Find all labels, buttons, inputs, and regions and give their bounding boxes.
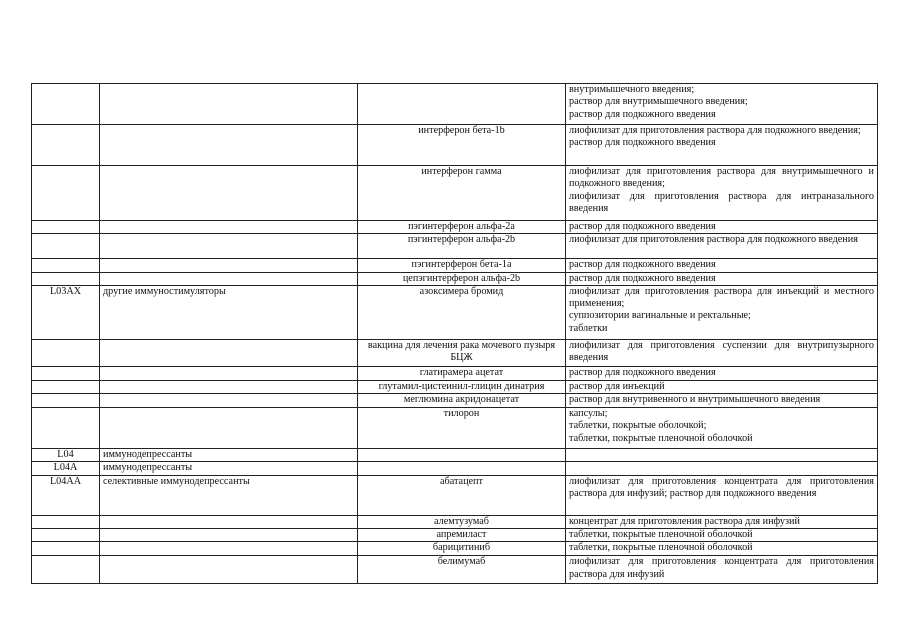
dosage-form-line: лиофилизат для приготовления раствора для инъекций и местного применения; xyxy=(569,285,874,310)
group-name-cell xyxy=(100,408,358,449)
drug-name-cell: интерферон гамма xyxy=(358,166,566,221)
group-name-cell xyxy=(100,542,358,556)
dosage-forms-cell xyxy=(566,259,878,272)
group-name-cell xyxy=(100,125,358,166)
dosage-forms-cell xyxy=(566,221,878,234)
dosage-forms-cell xyxy=(566,285,878,339)
group-name-cell xyxy=(100,394,358,408)
drug-name-cell: белимумаб xyxy=(358,556,566,584)
atc-code-cell xyxy=(32,529,100,542)
dosage-form-line: лиофилизат для приготовления раствора для внутримышечного и подкожного введения; xyxy=(569,166,874,190)
table-row xyxy=(32,272,878,285)
group-name-cell: иммунодепрессанты xyxy=(100,462,358,475)
dosage-forms-cell xyxy=(566,272,878,285)
atc-code-cell xyxy=(32,221,100,234)
atc-code-cell xyxy=(32,556,100,584)
atc-code-cell xyxy=(32,166,100,221)
table-row xyxy=(32,259,878,272)
drug-name-cell: тилорон xyxy=(358,408,566,449)
dosage-form-line: раствор для инъекций xyxy=(569,380,665,392)
dosage-forms-cell xyxy=(566,84,878,125)
dosage-form-line: раствор для внутримышечного введения; xyxy=(569,96,748,108)
group-name-cell: другие иммуностимуляторы xyxy=(100,285,358,339)
group-name-cell xyxy=(100,234,358,259)
table-row xyxy=(32,125,878,166)
drug-name-cell: азоксимера бромид xyxy=(358,285,566,339)
dosage-forms-cell xyxy=(566,556,878,584)
drug-name-cell: меглюмина акридонацетат xyxy=(358,394,566,408)
atc-code-cell xyxy=(32,394,100,408)
table-row xyxy=(32,515,878,528)
table-row xyxy=(32,449,878,462)
drug-name-cell: цепэгинтерферон альфа-2b xyxy=(358,272,566,285)
dosage-form-line: раствор для подкожного введения xyxy=(569,366,716,378)
dosage-forms-cell xyxy=(566,234,878,259)
drug-name-cell: абатацепт xyxy=(358,475,566,515)
table-row xyxy=(32,380,878,393)
drug-name-cell: алемтузумаб xyxy=(358,515,566,528)
group-name-cell xyxy=(100,556,358,584)
atc-code-cell: L03AX xyxy=(32,285,100,339)
dosage-forms-cell xyxy=(566,515,878,528)
atc-code-cell xyxy=(32,259,100,272)
dosage-form-line: суппозитории вагинальные и ректальные; xyxy=(569,310,751,322)
table-row xyxy=(32,221,878,234)
table-row xyxy=(32,529,878,542)
dosage-form-line: лиофилизат для приготовления раствора для интраназального введения xyxy=(569,190,874,214)
group-name-cell xyxy=(100,259,358,272)
drug-name-cell: пэгинтерферон альфа-2b xyxy=(358,234,566,259)
atc-code-cell xyxy=(32,408,100,449)
drug-name-cell: апремиласт xyxy=(358,529,566,542)
dosage-forms-cell xyxy=(566,125,878,166)
dosage-form-line: капсулы; xyxy=(569,408,608,420)
dosage-forms-cell xyxy=(566,408,878,449)
dosage-form-line: лиофилизат для приготовления концентрата для приготовления раствора для инфузий; раствор для подкожного введения xyxy=(569,475,874,500)
atc-code-cell: L04A xyxy=(32,462,100,475)
dosage-form-line: раствор для подкожного введения xyxy=(569,259,716,271)
table-row xyxy=(32,285,878,339)
table-row xyxy=(32,475,878,515)
drug-name-cell xyxy=(358,449,566,462)
atc-code-cell xyxy=(32,515,100,528)
dosage-form-line: внутримышечного введения; xyxy=(569,84,695,95)
drug-name-cell xyxy=(358,462,566,475)
drug-name-cell: пэгинтерферон альфа-2a xyxy=(358,221,566,234)
drug-name-cell xyxy=(358,84,566,125)
group-name-cell xyxy=(100,339,358,366)
dosage-form-line: раствор для подкожного введения xyxy=(569,108,716,120)
dosage-form-line: раствор для подкожного введения xyxy=(569,272,716,284)
group-name-cell xyxy=(100,380,358,393)
dosage-forms-cell xyxy=(566,339,878,366)
dosage-form-line: лиофилизат для приготовления суспензии для внутрипузырного введения xyxy=(569,339,874,364)
medication-table xyxy=(31,83,878,584)
dosage-form-line: концентрат для приготовления раствора для инфузий xyxy=(569,515,800,527)
group-name-cell xyxy=(100,529,358,542)
dosage-forms-cell xyxy=(566,542,878,556)
dosage-form-line: лиофилизат для приготовления концентрата для приготовления раствора для инфузий xyxy=(569,556,874,580)
dosage-forms-cell xyxy=(566,166,878,221)
group-name-cell xyxy=(100,166,358,221)
group-name-cell xyxy=(100,366,358,380)
table-row xyxy=(32,556,878,584)
dosage-form-line: раствор для внутривенного и внутримышечного введения xyxy=(569,394,821,406)
dosage-form-line: лиофилизат для приготовления раствора для подкожного введения; xyxy=(569,125,861,136)
atc-code-cell xyxy=(32,339,100,366)
drug-name-cell: пэгинтерферон бета-1a xyxy=(358,259,566,272)
drug-name-cell: барицитиниб xyxy=(358,542,566,556)
drug-name-cell: глутамил-цистеинил-глицин динатрия xyxy=(358,380,566,393)
dosage-forms-cell xyxy=(566,366,878,380)
group-name-cell xyxy=(100,272,358,285)
atc-code-cell xyxy=(32,542,100,556)
drug-name-cell: глатирамера ацетат xyxy=(358,366,566,380)
dosage-forms-cell xyxy=(566,449,878,462)
dosage-forms-cell xyxy=(566,462,878,475)
table-row xyxy=(32,166,878,221)
group-name-cell xyxy=(100,221,358,234)
group-name-cell: селективные иммунодепрессанты xyxy=(100,475,358,515)
table-row xyxy=(32,339,878,366)
atc-code-cell: L04AA xyxy=(32,475,100,515)
atc-code-cell: L04 xyxy=(32,449,100,462)
group-name-cell: иммунодепрессанты xyxy=(100,449,358,462)
dosage-form-line: таблетки, покрытые пленочной оболочкой xyxy=(569,542,753,554)
dosage-form-line: лиофилизат для приготовления раствора для подкожного введения xyxy=(569,234,858,246)
table-row xyxy=(32,84,878,125)
drug-name-cell: вакцина для лечения рака мочевого пузыря БЦЖ xyxy=(358,339,566,366)
table-row xyxy=(32,234,878,259)
dosage-form-line: раствор для подкожного введения xyxy=(569,221,716,232)
atc-code-cell xyxy=(32,272,100,285)
dosage-form-line: раствор для подкожного введения xyxy=(569,137,716,149)
table-row xyxy=(32,542,878,556)
table-row xyxy=(32,408,878,449)
atc-code-cell xyxy=(32,234,100,259)
atc-code-cell xyxy=(32,380,100,393)
dosage-form-line: таблетки, покрытые пленочной оболочкой xyxy=(569,529,753,541)
table-row xyxy=(32,462,878,475)
group-name-cell xyxy=(100,84,358,125)
group-name-cell xyxy=(100,515,358,528)
drug-name-cell: интерферон бета-1b xyxy=(358,125,566,166)
table-row xyxy=(32,394,878,408)
table-row xyxy=(32,366,878,380)
dosage-forms-cell xyxy=(566,394,878,408)
atc-code-cell xyxy=(32,84,100,125)
dosage-form-line: таблетки xyxy=(569,322,608,334)
atc-code-cell xyxy=(32,125,100,166)
atc-code-cell xyxy=(32,366,100,380)
dosage-form-line: таблетки, покрытые пленочной оболочкой xyxy=(569,432,753,444)
dosage-forms-cell xyxy=(566,529,878,542)
dosage-forms-cell xyxy=(566,380,878,393)
table-body xyxy=(32,84,878,584)
dosage-form-line: таблетки, покрытые оболочкой; xyxy=(569,420,707,432)
dosage-forms-cell xyxy=(566,475,878,515)
